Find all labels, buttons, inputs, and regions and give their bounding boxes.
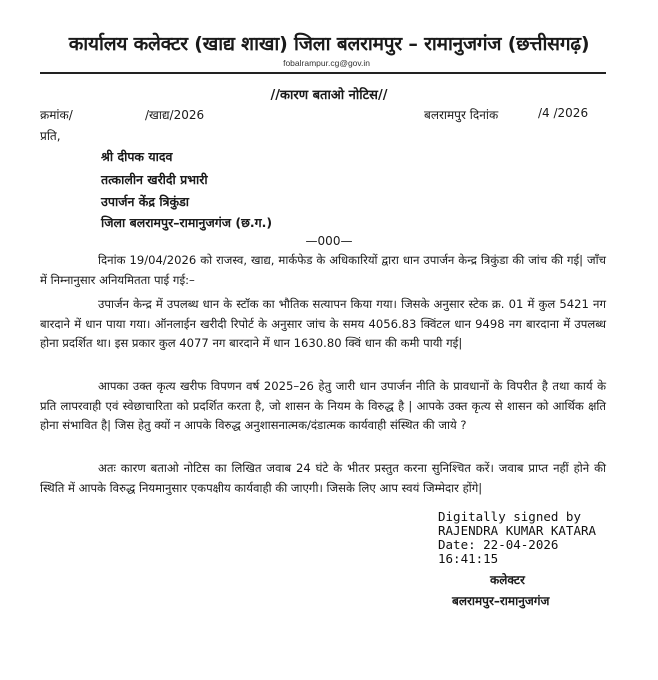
addressee-district: जिला बलरामपुर–रामानुजगंज (छ.ग.) [101,215,273,230]
signatory-place: बलरामपुर–रामानुजगंज [452,594,550,608]
paragraph-stock-shortage: उपार्जन केन्द्र में उपलब्ध धान के स्टॉक का भौतिक सत्यापन किया गया। जिसके अनुसार स्टेक क्र. 01 में कुल 5421 नग बारदाने में धान पाया गया। ऑनलाईन खरीदी रिपोर्ट के अनुसार जांच के समय 4056.83 क्विंटल धान 9498 नग बारदाना में उपलब्ध होना प्रदर्शित था। इस प्रकार कुल 4077 नग बारदाने में धान 1630.80 क्विं धान की कमी पायी गई| [40,297,606,351]
addressee-designation: तत्कालीन खरीदी प्रभारी [101,172,208,187]
office-title: कार्यालय कलेक्टर (खाद्य शाखा) जिला बलरामपुर – रामानुजगंज (छत्तीसगढ़) [68,33,590,55]
signature-line-1: Digitally signed by [438,509,581,524]
notice-date: /4 /2026 [538,106,589,120]
reference-number-label: क्रमांक/ [40,108,73,122]
signature-signer: RAJENDRA KUMAR KATARA [438,523,597,538]
signatory-designation: कलेक्टर [490,573,525,587]
addressee-name: श्री दीपक यादव [101,149,173,164]
file-number: /खाद्य/2026 [145,108,205,122]
separator: —000— [305,234,353,248]
paragraph-inspection: दिनांक 19/04/2026 को राजस्व, खाद्य, मार्कफेड के अधिकारियों द्वारा धान उपार्जन केन्द्र त्रिकुंडा की जांच की गई| जाँच में निम्नानुसार अनियमितता पाई गई:– [40,253,606,287]
prati-label: प्रति, [40,129,61,143]
signature-time: 16:41:15 [438,551,499,566]
signature-date: Date: 22-04-2026 [438,537,559,552]
office-email: fobalrampur.cg@gov.in [283,58,370,68]
paragraph-reply-deadline: अतः कारण बताओ नोटिस का लिखित जवाब 24 घंटे के भीतर प्रस्तुत करना सुनिश्चित करें। जवाब प्राप्त नहीं होने की स्थिति में आपके विरुद्ध नियमानुसार एकपक्षीय कार्यवाही की जाएगी। जिसके लिए आप स्वयं जिम्मेदार होंगे| [40,461,606,495]
header-divider [40,72,606,74]
notice-title: //कारण बताओ नोटिस// [270,88,388,103]
place-date-label: बलरामपुर दिनांक [424,108,499,122]
addressee-centre: उपार्जन केंद्र त्रिकुंडा [101,194,190,209]
paragraph-violation: आपका उक्त कृत्य खरीफ विपणन वर्ष 2025–26 हेतु जारी धान उपार्जन नीति के प्रावधानों के विपरीत है तथा कार्य के प्रति लापरवाही एवं स्वेछाचारिता को प्रदर्शित करता है, जो शासन के नियम के विरुद्ध है | आपके उक्त कृत्य से शासन को आर्थिक क्षति होना संभावित है| जिस हेतु क्यों न आपके विरुद्ध अनुशासनात्मक/दंडात्मक कार्यवाही संस्थित की जाये ? [40,379,606,433]
